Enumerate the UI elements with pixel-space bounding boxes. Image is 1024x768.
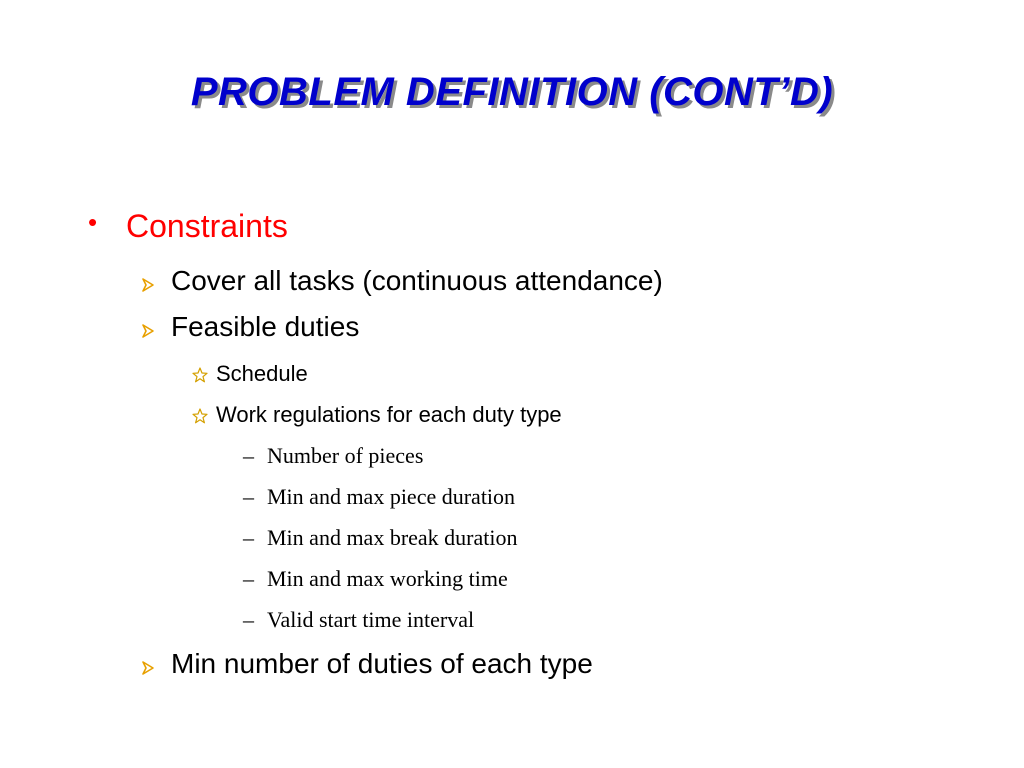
- bullet-dot-icon: •: [88, 207, 98, 237]
- dash-bullet-icon: –: [243, 443, 254, 468]
- star-bullet-icon: [192, 367, 208, 383]
- item-start-interval: Valid start time interval: [267, 607, 475, 632]
- item-feasible-duties: Feasible duties: [171, 311, 360, 342]
- constraints-heading: Constraints: [126, 208, 288, 244]
- item-schedule: Schedule: [216, 361, 308, 386]
- arrow-bullet-icon: [140, 277, 156, 293]
- dash-bullet-icon: –: [243, 566, 254, 591]
- item-work-regulations: Work regulations for each duty type: [216, 402, 562, 427]
- arrow-bullet-icon: [140, 323, 156, 339]
- item-cover-tasks: Cover all tasks (continuous attendance): [171, 265, 663, 296]
- dash-bullet-icon: –: [243, 525, 254, 550]
- item-break-duration: Min and max break duration: [267, 525, 518, 550]
- dash-bullet-icon: –: [243, 607, 254, 632]
- item-min-duties: Min number of duties of each type: [171, 648, 593, 679]
- item-number-of-pieces: Number of pieces: [267, 443, 424, 468]
- star-bullet-icon: [192, 408, 208, 424]
- item-piece-duration: Min and max piece duration: [267, 484, 516, 509]
- arrow-bullet-icon: [140, 660, 156, 676]
- slide-title: PROBLEM DEFINITION (CONT’D): [190, 70, 834, 114]
- dash-bullet-icon: –: [243, 484, 254, 509]
- item-working-time: Min and max working time: [267, 566, 508, 591]
